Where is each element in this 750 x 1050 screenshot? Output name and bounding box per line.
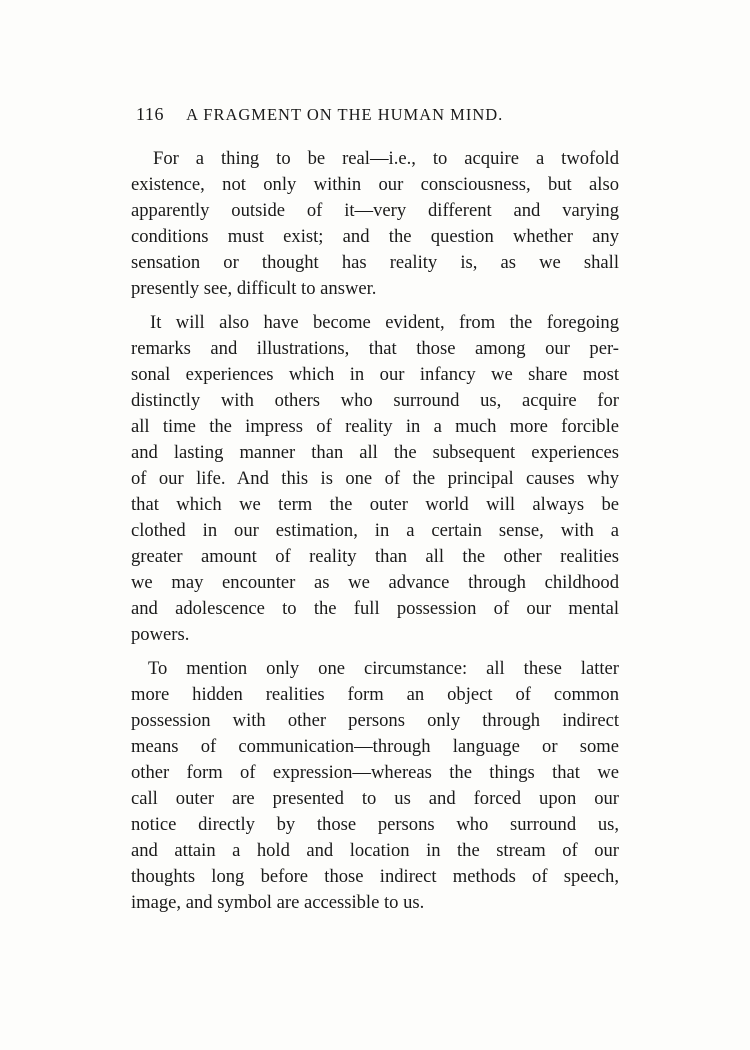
text-line: remarks and illustrations, that those among our per- (131, 338, 619, 359)
text-line: apparently outside of it—very different and varying (131, 200, 619, 221)
body-text (131, 146, 619, 924)
page-number: 116 (136, 104, 165, 124)
text-line: more hidden realities form an object of common (131, 684, 619, 705)
text-line: existence, not only within our consciousness, but also (131, 174, 619, 195)
running-title: A FRAGMENT ON THE HUMAN MIND. (186, 105, 504, 124)
paragraph (131, 146, 619, 302)
text-line: To mention only one circumstance: all these latter (148, 658, 619, 679)
text-line: image, and symbol are accessible to us. (131, 892, 425, 913)
text-line: that which we term the outer world will always be (131, 494, 619, 515)
text-line: It will also have become evident, from the foregoing (150, 312, 619, 333)
text-line: greater amount of reality than all the other realities (131, 546, 619, 567)
text-line: and adolescence to the full possession of our mental (131, 598, 619, 619)
text-line: sensation or thought has reality is, as we shall (131, 252, 619, 273)
text-line: clothed in our estimation, in a certain sense, with a (131, 520, 619, 541)
text-line: For a thing to be real—i.e., to acquire a twofold (153, 148, 619, 169)
text-line: conditions must exist; and the question whether any (131, 226, 619, 247)
text-line: and lasting manner than all the subsequent experiences (131, 442, 619, 463)
text-line: other form of expression—whereas the things that we (131, 762, 619, 783)
text-line: and attain a hold and location in the stream of our (131, 840, 619, 861)
text-line: powers. (131, 624, 190, 645)
text-line: call outer are presented to us and forced upon our (131, 788, 619, 809)
text-line: distinctly with others who surround us, acquire for (131, 390, 619, 411)
text-line: means of communication—through language or some (131, 736, 619, 757)
text-line: notice directly by those persons who surround us, (131, 814, 619, 835)
running-header (136, 104, 576, 125)
text-line: we may encounter as we advance through childhood (131, 572, 619, 593)
text-line: of our life. And this is one of the principal causes why (131, 468, 619, 489)
text-line: sonal experiences which in our infancy we share most (131, 364, 619, 385)
text-line: all time the impress of reality in a much more forcible (131, 416, 619, 437)
text-line: presently see, difficult to answer. (131, 278, 377, 299)
paragraph (131, 310, 619, 648)
text-line: thoughts long before those indirect methods of speech, (131, 866, 619, 887)
paragraph (131, 656, 619, 916)
text-line: possession with other persons only through indirect (131, 710, 619, 731)
